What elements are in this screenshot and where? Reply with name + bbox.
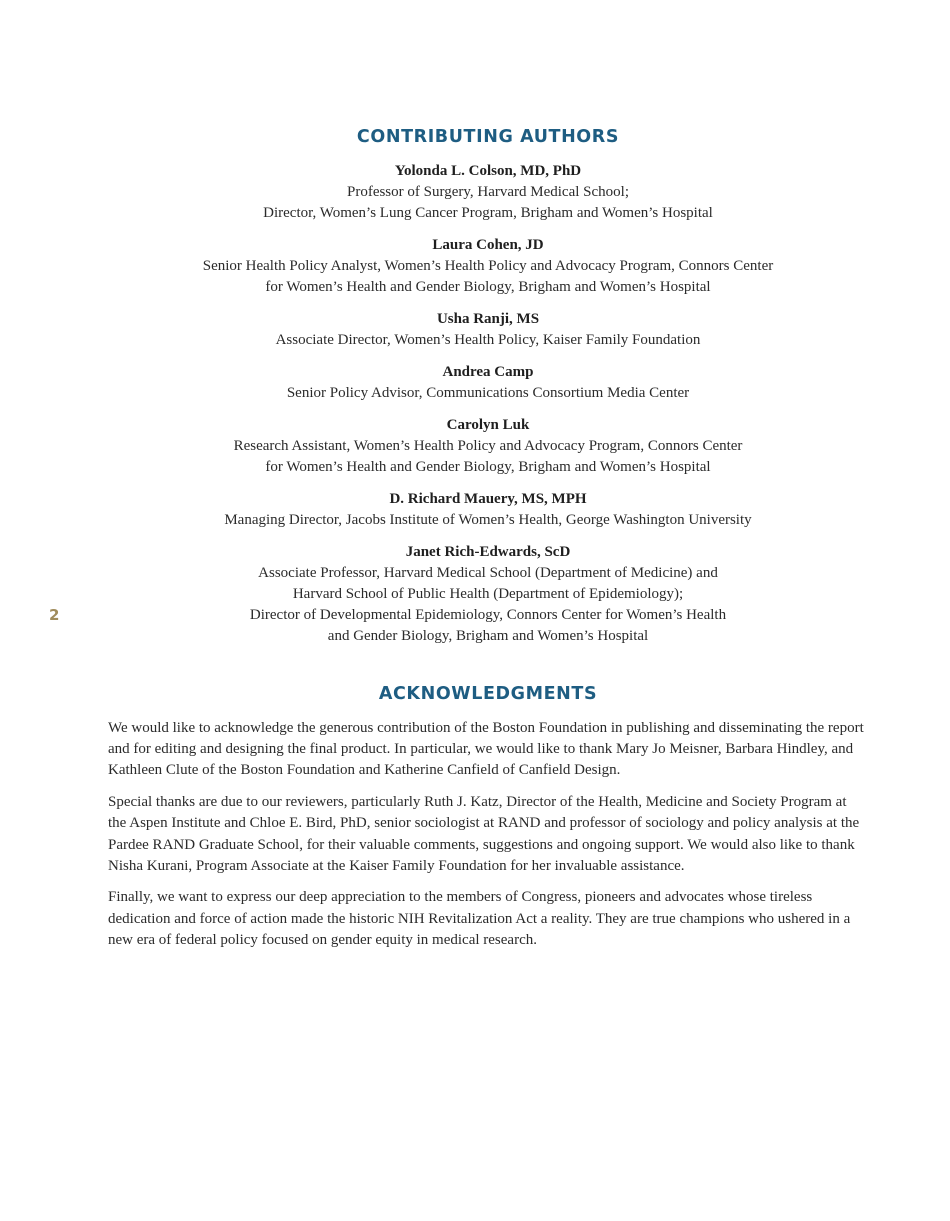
author-title-line: Research Assistant, Women’s Health Policy and Advocacy Program, Connors Center [233,438,743,454]
acknowledgment-paragraph: Special thanks are due to our reviewers, particularly Ruth J. Katz, Director of the Health, Medicine and Society Program at the Aspen Institute and Chloe E. Bird, PhD, senior sociologist at RAND and professor of sociology and policy analysis at the Pardee RAND Graduate School, for their valuable comments, suggestions and ongoing support. We would also like to thank Nisha Kurani, Program Associate at the Kaiser Family Foundation for her invaluable assistance. [108,794,860,874]
author-name: Laura Cohen, JD [432,237,544,253]
acknowledgment-paragraph: We would like to acknowledge the generous contribution of the Boston Foundation in publishing and disseminating the report and for editing and designing the final product. In particular, we would like to thank Mary Jo Meisner, Barbara Hindley, and Kathleen Clute of the Boston Foundation and Katherine Canfield of Canfield Design. [108,720,864,779]
author-title-line: Associate Professor, Harvard Medical School (Department of Medicine) and [258,565,718,581]
page-number: 2 [49,606,60,624]
acknowledgments-body [108,718,868,962]
author-name: Yolonda L. Colson, MD, PhD [394,163,582,179]
author-entry [0,161,950,224]
author-name: Usha Ranji, MS [436,311,540,327]
author-entry [0,235,950,298]
author-title-line: for Women’s Health and Gender Biology, Brigham and Women’s Hospital [265,279,711,295]
author-title-line: Senior Health Policy Analyst, Women’s Health Policy and Advocacy Program, Connors Center [202,258,774,274]
author-name: Janet Rich-Edwards, ScD [405,544,571,560]
author-title-line: Senior Policy Advisor, Communications Consortium Media Center [286,385,690,401]
author-name: Carolyn Luk [446,417,530,433]
author-entry [0,415,950,478]
author-entry [0,309,950,351]
authors-list [0,161,950,658]
acknowledgment-paragraph: Finally, we want to express our deep appreciation to the members of Congress, pioneers and advocates whose tireless dedication and force of action made the historic NIH Revitalization Act a reality. They are true champions who ushered in a new era of federal policy focused on gender equity in medical research. [108,889,851,948]
acknowledgments-heading: ACKNOWLEDGMENTS [378,684,598,704]
author-entry [0,542,950,647]
author-title-line: for Women’s Health and Gender Biology, Brigham and Women’s Hospital [265,459,711,475]
author-title-line: Director of Developmental Epidemiology, Connors Center for Women’s Health [249,607,727,623]
author-entry [0,362,950,404]
author-title-line: Harvard School of Public Health (Department of Epidemiology); [292,586,684,602]
author-entry [0,489,950,531]
author-title-line: Associate Director, Women’s Health Policy, Kaiser Family Foundation [275,332,701,348]
author-name: D. Richard Mauery, MS, MPH [389,491,587,507]
author-title-line: Professor of Surgery, Harvard Medical School; [346,184,630,200]
author-title-line: Managing Director, Jacobs Institute of Women’s Health, George Washington University [224,512,752,528]
author-title-line: and Gender Biology, Brigham and Women’s Hospital [327,628,649,644]
author-name: Andrea Camp [442,364,534,380]
contributing-authors-heading: CONTRIBUTING AUTHORS [356,127,620,147]
author-title-line: Director, Women’s Lung Cancer Program, Brigham and Women’s Hospital [263,205,713,221]
